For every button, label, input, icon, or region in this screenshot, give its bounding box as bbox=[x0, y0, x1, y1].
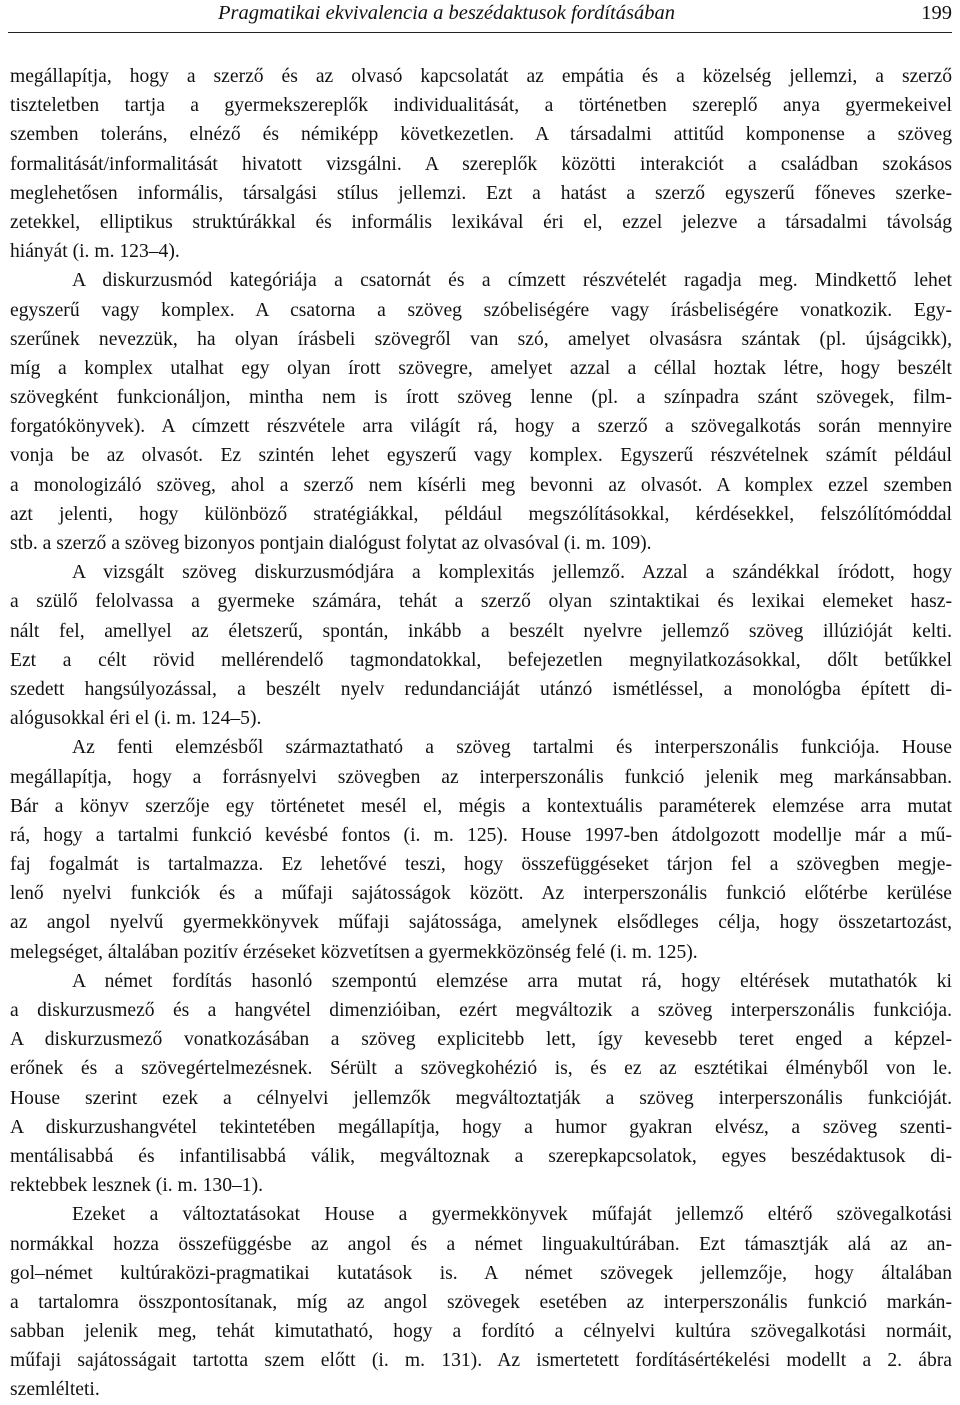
text-line: erőnek és a szövegértelmezésnek. Sérült a szövegkohézió is, és ez az esztétikai élményből von le. bbox=[10, 1058, 952, 1080]
text-line: az angol nyelvű gyermekkönyvek műfaji sajátossága, amelynek elsődleges célja, hogy összetartozást, bbox=[10, 912, 952, 934]
text-line: a tartalomra összpontosítanak, míg az angol szövegek esetében az interperszonális funkció markán- bbox=[10, 1291, 952, 1313]
text-line: szemben toleráns, elnéző és némiképp következetlen. A társadalmi attitűd komponense a szöveg bbox=[10, 124, 952, 146]
text-line: tiszteletben tartja a gyermekszereplők individualitását, a történetben szereplő anya gyermekeivel bbox=[10, 95, 952, 117]
text-line: a monologizáló szöveg, ahol a szerző nem kísérli meg bevonni az olvasót. A komplex ezzel szemben bbox=[10, 474, 952, 496]
text-line: szövegként funkcionáljon, mintha nem is írott szöveg lenne (pl. a színpadra szánt szövegek, film- bbox=[10, 387, 952, 409]
text-line: A diskurzushangvétel tekintetében megállapítja, hogy a humor gyakran elvész, a szöveg szenti- bbox=[10, 1116, 952, 1138]
text-line: lenő nyelvi funkciók és a műfaji sajátosságok között. Az interperszonális funkció előtérbe kerülése bbox=[10, 883, 952, 905]
text-line: stb. a szerző a szöveg bizonyos pontjain dialógust folytat az olvasóval (i. m. 109). bbox=[10, 533, 652, 554]
text-line: meglehetősen informális, társalgási stílus jellemzi. Ezt a hatást a szerző egyszerű főneves szerke- bbox=[10, 182, 952, 204]
text-line: Bár a könyv szerzője egy történetet mesél el, mégis a kontextuális paraméterek elemzése arra mutat bbox=[10, 795, 952, 817]
text-line: nált fel, amellyel az életszerű, spontán, inkább a beszélt nyelvre jellemző szöveg illúzióját kelti. bbox=[10, 620, 952, 642]
text-line: szedett hangsúlyozással, a beszélt nyelv redundanciáját utánzó ismétléssel, a monológba épített di- bbox=[10, 678, 952, 700]
text-line: Ezeket a változtatásokat House a gyermekkönyvek műfaját jellemző eltérő szövegalkotási bbox=[72, 1204, 952, 1226]
text-line: melegséget, általában pozitív érzéseket közvetítsen a gyermekközönség felé (i. m. 125). bbox=[10, 941, 698, 963]
text-line: Ezt a célt rövid mellérendelő tagmondatokkal, befejezetlen megnyilatkozásokkal, dőlt betűkkel bbox=[10, 649, 952, 671]
text-line: hiányát (i. m. 123–4). bbox=[10, 241, 180, 263]
text-line: a szülő felolvassa a gyermeke számára, tehát a szerző olyan szintaktikai és lexikai elemeket hasz- bbox=[10, 591, 952, 613]
text-line: egyszerű vagy komplex. A csatorna a szöveg szóbeliségére vagy írásbeliségére vonatkozik. Egy- bbox=[10, 299, 952, 321]
page-header bbox=[8, 0, 952, 33]
text-line: gol–német kultúraközi-pragmatikai kutatások is. A német szövegek jellemzője, hogy általában bbox=[10, 1262, 952, 1284]
text-line: azt jelenti, hogy különböző stratégiákkal, például megszólításokkal, kérdésekkel, felszólítómóddal bbox=[10, 503, 952, 525]
text-line: rektebbek lesznek (i. m. 130–1). bbox=[10, 1175, 264, 1197]
text-line: A vizsgált szöveg diskurzusmódjára a komplexitás jellemző. Azzal a szándékkal íródott, hogy bbox=[72, 562, 952, 584]
text-line: sabban jelenik meg, tehát kimutatható, hogy a fordító a célnyelvi kultúra szövegalkotási normáit, bbox=[10, 1321, 952, 1343]
text-line: House szerint ezek a célnyelvi jellemzők megváltoztatják a szöveg interperszonális funkcióját. bbox=[10, 1087, 952, 1109]
text-line: megállapítja, hogy a szerző és az olvasó kapcsolatát az empátia és a közelség jellemzi, a szerző bbox=[10, 66, 952, 87]
text-line: rá, hogy a tartalmi funkció kevésbé fontos (i. m. 125). House 1997-ben átdolgozott modellje már a mű- bbox=[10, 824, 952, 846]
text-line: megállapítja, hogy a forrásnyelvi szövegben az interperszonális funkció jelenik meg markánsabban. bbox=[10, 766, 952, 788]
text-line: a diskurzusmező és a hangvétel dimenzióiban, ezért megváltozik a szöveg interperszonális funkciója. bbox=[10, 1000, 952, 1021]
text-line: vonja be az olvasót. Ez szintén lehet egyszerű vagy komplex. Egyszerű részvételnek számít például bbox=[10, 445, 952, 467]
text-line: Az fenti elemzésből származtatható a szöveg tartalmi és interperszonális funkciója. House bbox=[72, 737, 952, 759]
text-line: szerűnek nevezzük, ha olyan írásbeli szövegről van szó, amelyet olvasásra szántak (pl. újságcikk), bbox=[10, 328, 952, 350]
text-line: mentálisabbá és infantilisabbá válik, megváltoznak a szerepkapcsolatok, egyes beszédaktusok di- bbox=[10, 1145, 952, 1167]
text-line: faj fogalmát is tartalmazza. Ez lehetővé teszi, hogy összefüggéseket tárjon fel a szövegben megje- bbox=[10, 854, 952, 876]
text-line: műfaji sajátosságait tartotta szem előtt (i. m. 131). Az ismertetett fordításértékelési modellt a 2. ábra bbox=[10, 1350, 952, 1372]
running-title: Pragmatikai ekvivalencia a beszédaktusok fordításában bbox=[218, 2, 675, 24]
text-line: A német fordítás hasonló szempontú elemzése arra mutat rá, hogy eltérések mutathatók ki bbox=[72, 970, 952, 992]
text-line: forgatókönyvek). A címzett részvétele arra világít rá, hogy a szerző a szövegalkotás során mennyire bbox=[10, 416, 952, 438]
text-line: A diskurzusmód kategóriája a csatornát és a címzett részvételét ragadja meg. Mindkettő lehet bbox=[72, 270, 952, 292]
body-text bbox=[10, 62, 952, 1405]
page-number: 199 bbox=[921, 2, 952, 24]
text-line: alógusokkal éri el (i. m. 124–5). bbox=[10, 708, 262, 730]
text-line: normákkal hozza összefüggésbe az angol és a német linguakultúrában. Ezt támasztják alá az an- bbox=[10, 1233, 952, 1255]
text-line: formalitását/informalitását hivatott vizsgálni. A szereplők közötti interakciót a családban szokásos bbox=[10, 153, 952, 175]
text-line: szemlélteti. bbox=[10, 1379, 100, 1401]
text-line: A diskurzusmező vonatkozásában a szöveg explicitebb lett, így kevesebb teret enged a képzel- bbox=[10, 1029, 952, 1051]
text-line: míg a komplex utalhat egy olyan írott szövegre, amelyet azzal a céllal hoztak létre, hogy beszélt bbox=[10, 357, 952, 379]
text-line: zetekkel, elliptikus struktúrákkal és informális lexikával éri el, ezzel jelezve a társadalmi távolság bbox=[10, 211, 952, 233]
